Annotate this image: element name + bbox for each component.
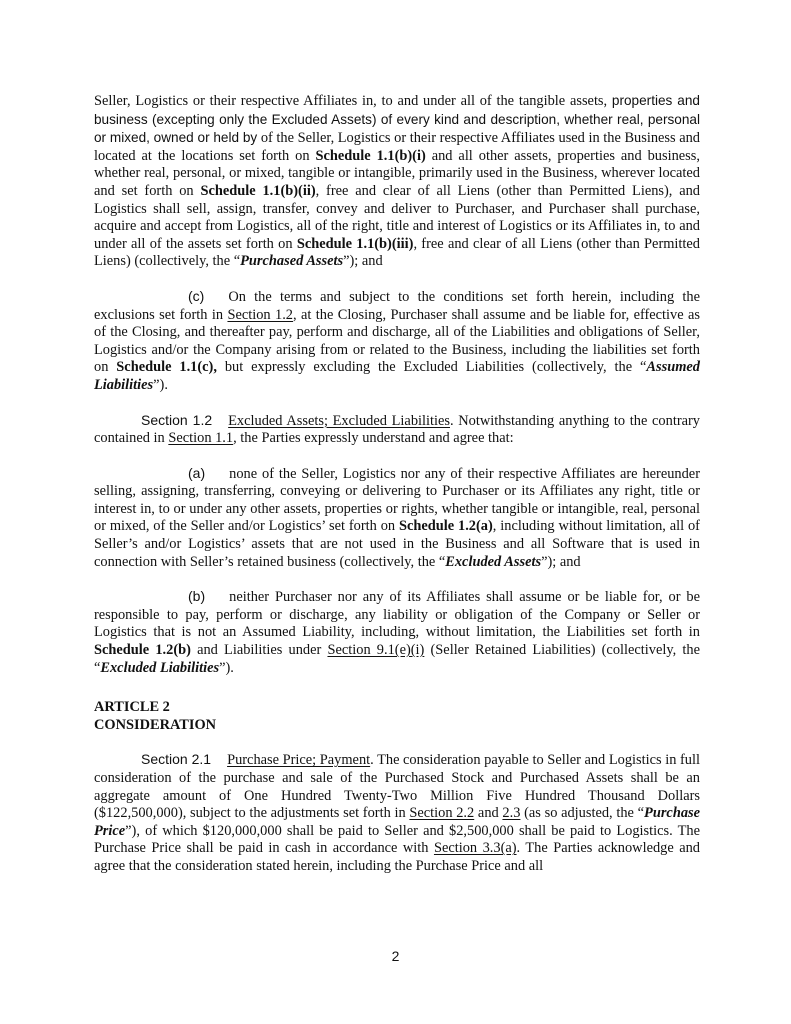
schedule-ref: Schedule 1.2(a) (398, 518, 493, 535)
defined-term: Excluded Liabilities (100, 659, 220, 676)
text: , free and clear of all Liens (other than Permitted Liens), and Logistics shall sell, assign, transfer, convey and deliver to Purchaser, and Purchaser shall purchase, acquire and accept from Logistics, all of the right, title and interest of Logistics or its Affiliates in, to and under all of the assets set forth on (94, 182, 700, 252)
schedule-ref: Schedule 1.1(b)(iii) (296, 235, 414, 252)
text: , including without limitation, all of Seller’s and/or Logistics’ assets that are not used in the Business and all Software that is used in connection with Seller’s retained business (collectively, the “ (94, 518, 700, 570)
text: and Liabilities under (190, 642, 328, 659)
text: but expressly excluding the Excluded Liabilities (collectively, the “ (216, 359, 647, 376)
text: (as so adjusted, the “ (520, 805, 645, 822)
page-number: 2 (391, 948, 400, 964)
section-2-1 (94, 751, 700, 875)
schedule-ref: Schedule 1.1(b)(i) (315, 147, 426, 164)
item-marker: (a) (188, 464, 206, 481)
defined-term: Assumed Liabilities (94, 359, 700, 393)
section-number: Section 2.1 (141, 751, 212, 768)
article-number: ARTICLE 2 (94, 699, 170, 716)
text-sans: properties and business (excepting only the Excluded Assets) of every kind and description, whether real, personal or mixed, owned or held by (94, 93, 700, 146)
text: . The Parties acknowledge and agree that the consideration stated herein, including the Purchase Price and all (94, 840, 700, 874)
item-marker: (b) (188, 588, 206, 605)
text: . Notwithstanding anything to the contrary contained in (94, 412, 700, 447)
schedule-ref: Schedule 1.1(c), (116, 359, 217, 376)
schedule-ref: Schedule 1.2(b) (94, 642, 191, 659)
text: ”). (219, 659, 234, 676)
text: and (474, 805, 503, 822)
text: ”); and (541, 553, 581, 570)
paragraph-a (94, 465, 700, 572)
text: . The consideration payable to Seller and Logistics in full consideration of the purchase and sale of the Purchased Stock and Purchased Assets shall be an aggregate amount of One Hundred Twenty-Two Million Five Hundred Thousand Dollars ($122,500,000), subject to the adjustments set forth in (94, 752, 700, 822)
section-reference: Section 2.2 (409, 805, 475, 822)
section-reference: Section 9.1(e)(i) (327, 642, 425, 659)
section-reference: Section 3.3(a) (433, 840, 517, 857)
defined-term: Excluded Assets (445, 553, 542, 570)
text: none of the Seller, Logistics nor any of their respective Affiliates are hereunder selling, assigning, transferring, conveying or delivering to Purchaser or its Affiliates any right, title or interest in, to or under any other assets, properties or rights, whether tangible or intangible, real, personal or mixed, of the Seller and/or Logistics’ set forth on (94, 465, 700, 535)
text: ”); and (343, 253, 383, 270)
text: , free and clear of all Liens (other than Permitted Liens) (collectively, the “ (94, 235, 701, 270)
schedule-ref: Schedule 1.1(b)(ii) (200, 182, 316, 199)
article-title: CONSIDERATION (94, 716, 217, 733)
text: and all other assets, properties and business, whether real, personal, or mixed, tangible or intangible, primarily used in the Business, wherever located and set forth on (94, 147, 700, 199)
item-marker: (c) (188, 287, 205, 304)
section-reference: Section 1.1 (168, 430, 234, 447)
text: ”), of which $120,000,000 shall be paid to Seller and $2,500,000 shall be paid to Logistics. The Purchase Price shall be paid in cash in accordance with (94, 822, 700, 857)
defined-term: Purchased Assets (240, 253, 344, 270)
text: ”). (153, 376, 168, 393)
text: , at the Closing, Purchaser shall assume and be liable for, effective as of the Closing, and thereafter pay, perform and discharge, all of the Liabilities and obligations of Seller, Logistics and/or the Company arising from or related to the Business, including the liabilities set forth on (94, 306, 701, 376)
section-number: Section 1.2 (141, 411, 213, 428)
text: neither Purchaser nor any of its Affiliates shall assume or be liable for, or be responsible to pay, perform or discharge, any liability or obligation of the Company or Seller or Logistics that is not an Assumed Liability, including, without limitation, the Liabilities set forth in (94, 589, 700, 641)
document-page (94, 92, 700, 876)
text: of the Seller, Logistics or their respective Affiliates used in the Business and located at the locations set forth on (94, 130, 700, 164)
paragraph-b-continued (94, 92, 700, 271)
paragraph-b (94, 588, 700, 677)
text: , the Parties expressly understand and agree that: (233, 430, 514, 447)
section-reference: Section 1.2 (227, 306, 293, 323)
section-1-2 (94, 412, 700, 448)
section-title: Excluded Assets; Excluded Liabilities (228, 412, 450, 429)
paragraph-c (94, 288, 700, 395)
section-title: Purchase Price; Payment (227, 752, 371, 769)
defined-term: Purchase Price (94, 805, 700, 839)
section-reference: 2.3 (502, 805, 521, 822)
text: (Seller Retained Liabilities) (collectively, the “ (94, 642, 700, 676)
text: Seller, Logistics or their respective Affiliates in, to and under all of the tangible assets, (94, 93, 612, 109)
text: On the terms and subject to the conditions set forth herein, including the exclusions set forth in (94, 288, 700, 323)
